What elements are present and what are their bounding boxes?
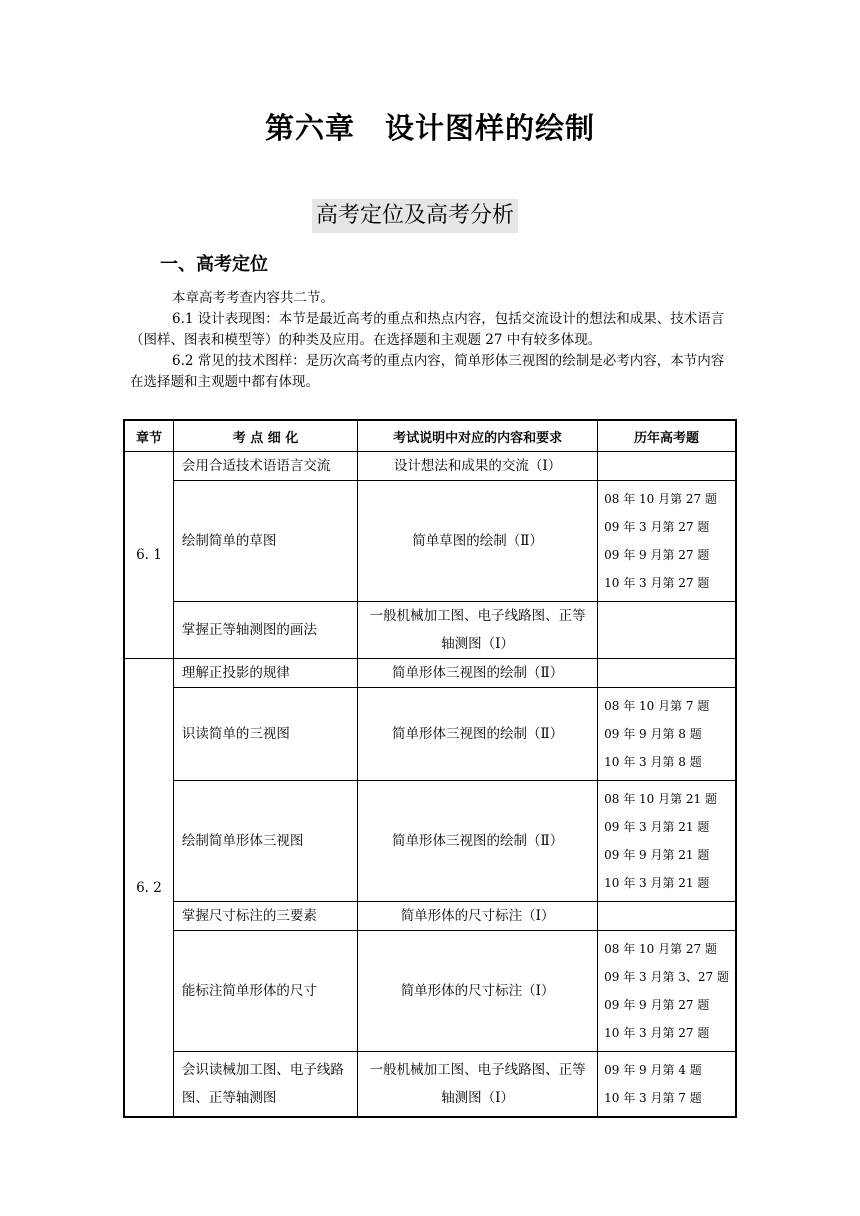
past-exam-list bbox=[598, 781, 736, 902]
past-exam-list bbox=[598, 1052, 736, 1118]
past-exam-item: 09 年 3 月第 27 题 bbox=[604, 520, 710, 534]
exam-requirement: 简单形体三视图的绘制（Ⅱ） bbox=[358, 688, 598, 781]
past-exam-item: 10 年 3 月第 27 题 bbox=[604, 576, 710, 590]
table-row bbox=[124, 902, 736, 931]
heading-positioning: 一、高考定位 bbox=[160, 254, 268, 275]
table-row bbox=[124, 452, 736, 481]
past-exam-item: 08 年 10 月第 27 题 bbox=[604, 942, 717, 956]
exam-requirement: 简单草图的绘制（Ⅱ） bbox=[358, 481, 598, 602]
exam-requirement: 简单形体的尺寸标注（Ⅰ） bbox=[358, 931, 598, 1052]
table-row bbox=[124, 781, 736, 902]
table-row bbox=[124, 688, 736, 781]
exam-point: 掌握尺寸标注的三要素 bbox=[173, 902, 357, 931]
header-points: 考 点 细 化 bbox=[173, 420, 357, 452]
table-row bbox=[124, 1052, 736, 1118]
exam-point: 会用合适技术语语言交流 bbox=[173, 452, 357, 481]
past-exam-item: 08 年 10 月第 21 题 bbox=[604, 792, 717, 806]
exam-requirement: 一般机械加工图、电子线路图、正等轴测图（Ⅰ） bbox=[358, 1052, 598, 1118]
section-title: 高考定位及高考分析 bbox=[312, 199, 518, 233]
exam-point: 绘制简单的草图 bbox=[173, 481, 357, 602]
section-number: 6. 2 bbox=[124, 659, 173, 1118]
exam-point: 掌握正等轴测图的画法 bbox=[173, 602, 357, 659]
section-number: 6. 1 bbox=[124, 452, 173, 659]
exam-point: 会识读械加工图、电子线路图、正等轴测图 bbox=[173, 1052, 357, 1118]
header-past-exams: 历年高考题 bbox=[598, 420, 736, 452]
past-exam-item: 09 年 9 月第 27 题 bbox=[604, 548, 710, 562]
paragraph-6-1: 6.1 设计表现图：本节是最近高考的重点和热点内容，包括交流设计的想法和成果、技术语言（图样、图表和模型等）的种类及应用。在选择题和主观题 27 中有较多体现。 bbox=[130, 311, 725, 348]
exam-point: 能标注简单形体的尺寸 bbox=[173, 931, 357, 1052]
paragraph-6-2: 6.2 常见的技术图样：是历次高考的重点内容，简单形体三视图的绘制是必考内容，本节内容在选择题和主观题中都有体现。 bbox=[130, 353, 725, 390]
exam-point: 识读简单的三视图 bbox=[173, 688, 357, 781]
past-exam-list bbox=[598, 688, 736, 781]
header-section: 章节 bbox=[124, 420, 173, 452]
past-exam-item: 10 年 3 月第 8 题 bbox=[604, 755, 702, 769]
past-exam-list bbox=[598, 659, 736, 688]
past-exam-list bbox=[598, 481, 736, 602]
table-row bbox=[124, 931, 736, 1052]
past-exam-item: 08 年 10 月第 27 题 bbox=[604, 492, 717, 506]
exam-requirement: 一般机械加工图、电子线路图、正等轴测图（Ⅰ） bbox=[358, 602, 598, 659]
exam-requirement: 简单形体三视图的绘制（Ⅱ） bbox=[358, 659, 598, 688]
exam-requirement: 简单形体的尺寸标注（Ⅰ） bbox=[358, 902, 598, 931]
chapter-title: 第六章 设计图样的绘制 bbox=[264, 111, 595, 145]
header-requirements: 考试说明中对应的内容和要求 bbox=[358, 420, 598, 452]
past-exam-item: 09 年 3 月第 3、27 题 bbox=[604, 970, 729, 984]
exam-point: 绘制简单形体三视图 bbox=[173, 781, 357, 902]
past-exam-item: 09 年 9 月第 27 题 bbox=[604, 998, 710, 1012]
table-row bbox=[124, 602, 736, 659]
table-header-row bbox=[124, 420, 736, 452]
exam-requirement: 简单形体三视图的绘制（Ⅱ） bbox=[358, 781, 598, 902]
past-exam-item: 09 年 9 月第 4 题 bbox=[604, 1063, 702, 1077]
past-exam-list bbox=[598, 452, 736, 481]
past-exam-item: 08 年 10 月第 7 题 bbox=[604, 699, 710, 713]
past-exam-item: 10 年 3 月第 21 题 bbox=[604, 876, 710, 890]
past-exam-list bbox=[598, 902, 736, 931]
past-exam-list bbox=[598, 931, 736, 1052]
paragraph-intro: 本章高考考查内容共二节。 bbox=[172, 290, 334, 306]
exam-requirement: 设计想法和成果的交流（Ⅰ） bbox=[358, 452, 598, 481]
past-exam-item: 10 年 3 月第 7 题 bbox=[604, 1091, 702, 1105]
past-exam-list bbox=[598, 602, 736, 659]
table-row bbox=[124, 481, 736, 602]
table-row bbox=[124, 659, 736, 688]
past-exam-item: 10 年 3 月第 27 题 bbox=[604, 1026, 710, 1040]
exam-point: 理解正投影的规律 bbox=[173, 659, 357, 688]
past-exam-item: 09 年 9 月第 21 题 bbox=[604, 848, 710, 862]
past-exam-item: 09 年 9 月第 8 题 bbox=[604, 727, 702, 741]
exam-points-table bbox=[123, 419, 737, 1118]
past-exam-item: 09 年 3 月第 21 题 bbox=[604, 820, 710, 834]
